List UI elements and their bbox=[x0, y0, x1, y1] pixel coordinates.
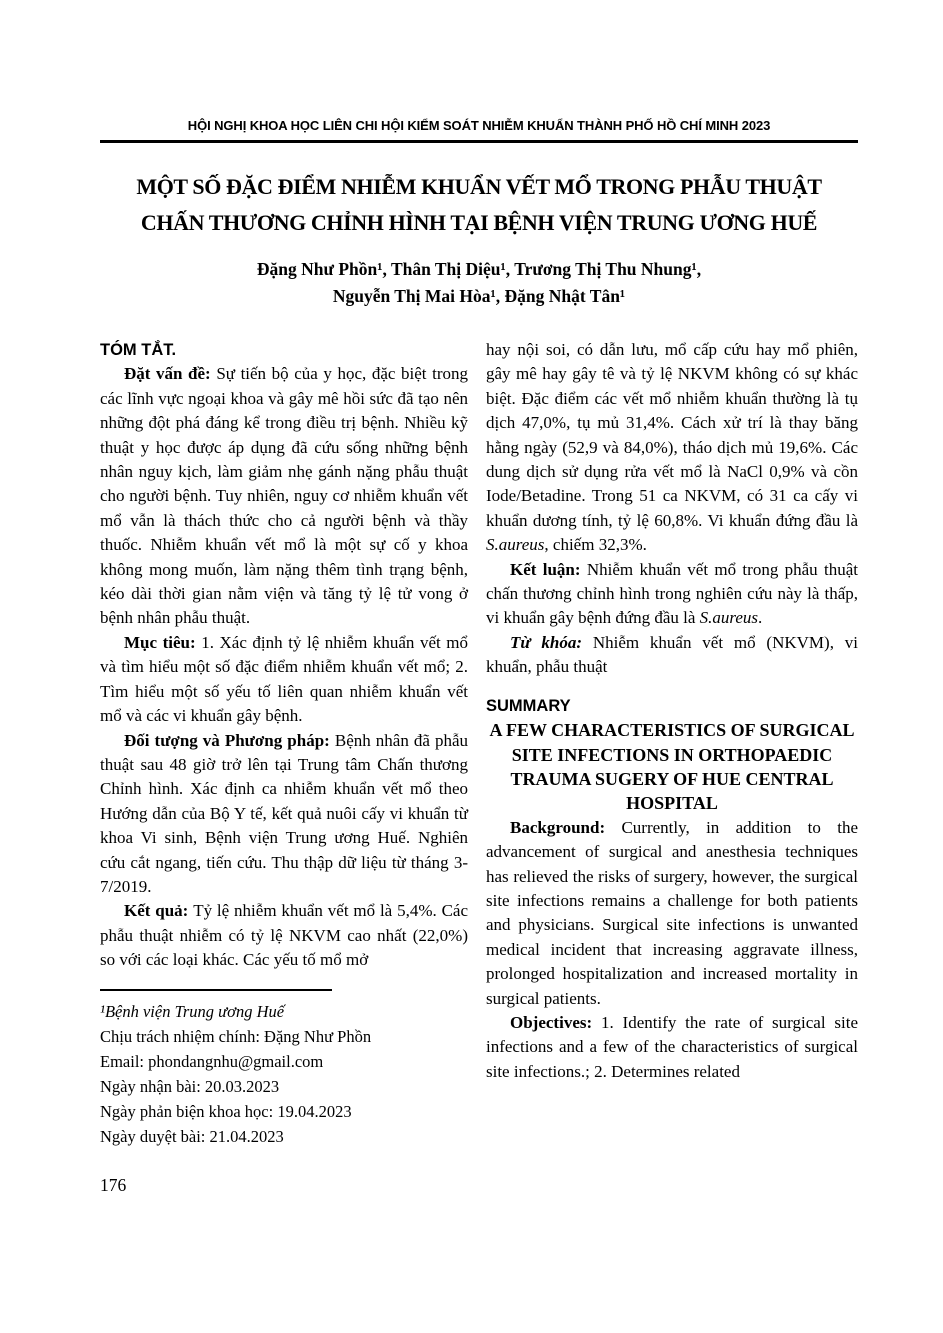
running-head bbox=[100, 118, 858, 134]
text-run: S.aureus bbox=[486, 535, 545, 555]
english-title bbox=[486, 718, 858, 816]
text-run: Tỷ lệ nhiễm khuẩn vết mổ là 5,4%. Các phẫu thuật nhiễm có tỷ lệ NKVM cao nhất (22,0%) so với các loại khác. Các yếu tố mổ mở bbox=[100, 901, 469, 970]
article-title-line-1: MỘT SỐ ĐẶC ĐIỂM NHIỄM KHUẨN VẾT MỔ TRONG PHẪU THUẬT bbox=[136, 174, 822, 199]
text-run: Currently, in addition to the advancement of surgical and anesthesia techniques has relieved the risks of surgery, however, the surgical site infections remains a challenge for both patients and physicians. Surgical site infections is unwanted medical incident that increasing aggravate illness, prolonged hospitalization and increased mortality in surgical patients. bbox=[486, 817, 858, 1008]
text-run: Background: bbox=[510, 817, 622, 837]
footnote bbox=[100, 989, 468, 1149]
header-rule bbox=[100, 140, 858, 143]
footnote-rule bbox=[100, 989, 332, 991]
authors-line-2: Nguyễn Thị Mai Hòa¹, Đặng Nhật Tân¹ bbox=[332, 286, 626, 306]
text-run: hay nội soi, có dẫn lưu, mổ cấp cứu hay mổ phiên, gây mê hay gây tê và tỷ lệ NKVM không có sự khác biệt. Đặc điểm các vết mổ nhiễm khuẩn thường là tụ dịch 47,0%, tụ mủ 31,4%. Cách xử trí là thay băng hằng ngày (52,9 và 84,0%), tháo dịch mủ 19,6%. Các dung dịch sử dụng rửa vết mổ là NaCl 0,9% và cồn Iode/Betadine. Trong 51 ca NKVM, có 31 ca cấy vi khuẩn dương tính, tỷ lệ 60,8%. Vi khuẩn đứng đầu là bbox=[486, 340, 858, 530]
text-run: Nhiễm khuẩn vết mổ (NKVM), vi khuẩn, phẫu thuật bbox=[486, 632, 858, 677]
text-run: Từ khóa: bbox=[510, 632, 593, 652]
article-title bbox=[100, 169, 858, 241]
text-run: Bệnh nhân đã phẫu thuật sau 48 giờ trở lên tại Trung tâm Chấn thương Chỉnh hình. Xác định ca nhiễm khuẩn vết mổ theo Hướng dẫn của Bộ Y tế, kết quả nuôi cấy vi khuẩn từ khoa Vi sinh, Bệnh viện Trung ương Huế. Nghiên cứu cắt ngang, tiến cứu. Thu thập dữ liệu từ tháng 3- 7/2019. bbox=[100, 730, 468, 896]
paragraph-doi-tuong-phuong-phap bbox=[100, 729, 468, 900]
paragraph-ket-qua bbox=[100, 899, 468, 972]
paragraph-background bbox=[486, 816, 858, 1011]
text-run: TÓM TẮT. bbox=[100, 341, 177, 359]
article-title-line-2: CHẤN THƯƠNG CHỈNH HÌNH TẠI BỆNH VIỆN TRUNG ƯƠNG HUẾ bbox=[140, 210, 818, 235]
footnote-email bbox=[100, 1049, 468, 1074]
text-run: 1. Xác định tỷ lệ nhiễm khuẩn vết mổ và tìm hiểu một số đặc điểm nhiễm khuẩn vết mổ; 2. Tìm hiểu một số yếu tố liên quan nhiễm khuẩn vết mổ và các vi khuẩn gây bệnh. bbox=[100, 632, 468, 726]
footnote-accepted-date bbox=[100, 1124, 468, 1149]
footnote-lines bbox=[100, 999, 468, 1149]
paragraph-ket-qua-continued bbox=[486, 338, 858, 558]
authors-line-1: Đặng Như Phồn¹, Thân Thị Diệu¹, Trương Thị Thu Nhung¹, bbox=[256, 259, 702, 279]
article-body bbox=[100, 338, 858, 1149]
text-run: Ngày phản biện khoa học: 19.04.2023 bbox=[100, 1101, 352, 1121]
text-run: Kết luận: bbox=[510, 559, 587, 579]
conference-title: HỘI NGHỊ KHOA HỌC LIÊN CHI HỘI KIỂM SOÁT NHIỄM KHUẨN THÀNH PHỐ HỒ CHÍ MINH 2023 bbox=[187, 118, 771, 133]
text-run: Mục tiêu: bbox=[124, 632, 202, 652]
summary-column bbox=[486, 338, 858, 1149]
footnote-corresponding bbox=[100, 1024, 468, 1049]
text-run: A FEW CHARACTERISTICS OF SURGICAL SITE INFECTIONS IN ORTHOPAEDIC TRAUMA SUGERY OF HUE CENTRAL HOSPITAL bbox=[489, 720, 855, 814]
summary-paragraphs bbox=[486, 338, 858, 1084]
text-run: Chịu trách nhiệm chính: Đặng Như Phồn bbox=[100, 1026, 372, 1046]
text-run: ¹Bệnh viện Trung ương Huế bbox=[100, 1001, 285, 1021]
footnote-review-date bbox=[100, 1099, 468, 1124]
text-run: Đặt vấn đề: bbox=[124, 364, 217, 384]
paragraph-objectives bbox=[486, 1011, 858, 1084]
text-run: SUMMARY bbox=[486, 696, 571, 715]
text-run: . bbox=[758, 608, 763, 628]
paragraph-muc-tieu bbox=[100, 631, 468, 729]
paragraph-tu-khoa bbox=[486, 631, 858, 680]
footnote-affiliation bbox=[100, 999, 468, 1024]
summary-heading bbox=[486, 694, 858, 718]
text-run: Objectives: bbox=[510, 1012, 601, 1032]
text-run: Ngày duyệt bài: 21.04.2023 bbox=[100, 1126, 284, 1146]
text-run: , chiếm 32,3%. bbox=[544, 535, 647, 555]
text-run: S.aureus bbox=[699, 608, 759, 628]
text-run: Email: phondangnhu@gmail.com bbox=[100, 1051, 324, 1071]
paragraph-ket-luan bbox=[486, 558, 858, 631]
text-run: Đối tượng và Phương pháp: bbox=[124, 730, 335, 750]
authors bbox=[100, 256, 858, 310]
text-run: Sự tiến bộ của y học, đặc biệt trong các lĩnh vực ngoại khoa và gây mê hồi sức đã tạo nên những đột phá đáng kể trong điều trị bệnh. Nhiều kỹ thuật y học được áp dụng đã cứu sống những bệnh nhân nguy kịch, làm giảm nhẹ gánh nặng phẫu thuật cho người bệnh. Tuy nhiên, nguy cơ nhiễm khuẩn vết mổ vẫn là thách thức cho cả người bệnh và thầy thuốc. Nhiễm khuẩn vết mổ là một sự cố y khoa không mong muốn, làm nặng thêm tình trạng bệnh, kéo dài thời gian nằm viện và tăng tỷ lệ tử vong ở bệnh nhân phẫu thuật. bbox=[100, 364, 468, 628]
abstract-heading bbox=[100, 338, 468, 362]
text-run: Nhiễm khuẩn vết mổ trong phẫu thuật chấn thương chỉnh hình trong nghiên cứu này là thấp, vi khuẩn gây bệnh đứng đầu là bbox=[486, 559, 858, 628]
page-number: 176 bbox=[100, 1174, 127, 1195]
text-run: 1. Identify the rate of surgical site infections and a few of the characteristics of surgical site infections.; 2. Determines related bbox=[486, 1012, 858, 1081]
text-run: Kết quả: bbox=[124, 901, 194, 921]
footnote-received-date bbox=[100, 1074, 468, 1099]
abstract-paragraphs bbox=[100, 338, 468, 973]
abstract-column bbox=[100, 338, 468, 1149]
paragraph-dat-van-de bbox=[100, 362, 468, 630]
text-run: Ngày nhận bài: 20.03.2023 bbox=[100, 1076, 280, 1096]
